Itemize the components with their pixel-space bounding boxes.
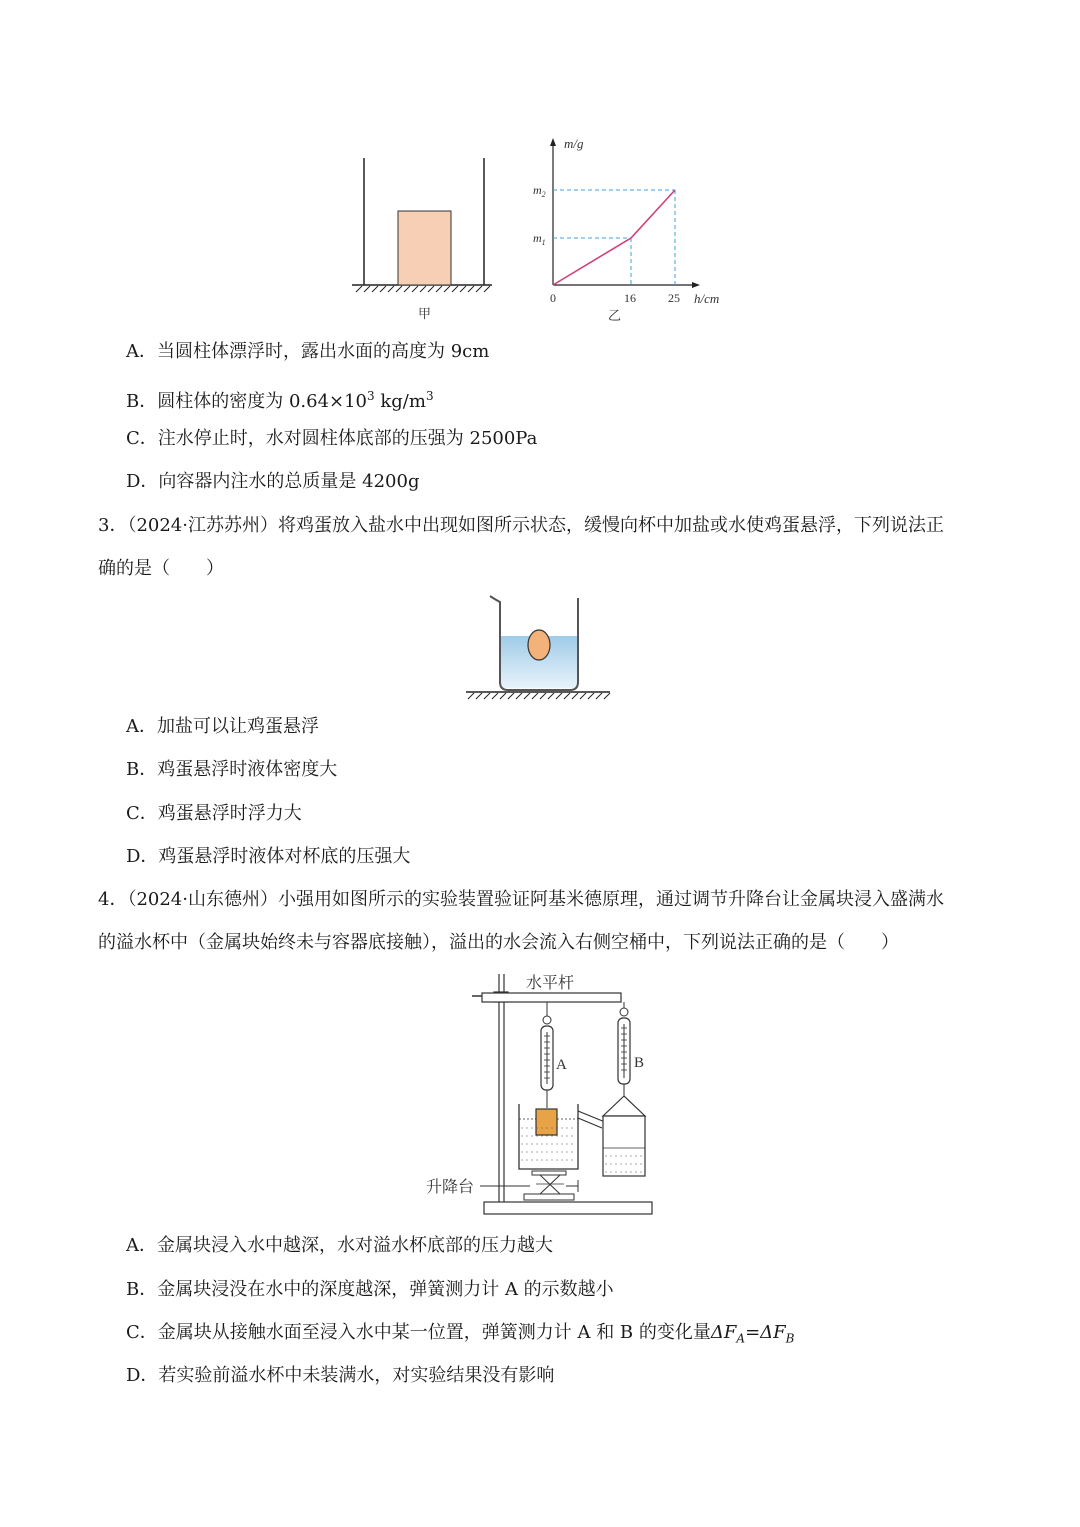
- q3-stem-line2: 确的是（ ）: [98, 558, 224, 579]
- m2-label: $m_2$: [533, 183, 546, 199]
- figure-beaker-egg: [460, 588, 620, 706]
- q3-option-b: B．鸡蛋悬浮时液体密度大: [126, 759, 338, 780]
- horizontal-bar-label: 水平杆: [525, 975, 575, 992]
- q2-option-b: B．圆柱体的密度为 $0.64\times 10^3$ $kg/m^3$: [126, 389, 434, 412]
- metal-block: [536, 1109, 557, 1135]
- q3-option-a: A．加盐可以让鸡蛋悬浮: [126, 716, 319, 737]
- x-axis-label: h/cm: [694, 291, 720, 306]
- q2-option-c: C．注水停止时，水对圆柱体底部的压强为 2500Pa: [126, 428, 538, 449]
- q4-option-c: C．金属块从接触水面至浸入水中某一位置，弹簧测力计 A 和 B 的变化量$\Delta F_A=\Delta F_B$: [126, 1322, 795, 1346]
- tick-25: 25: [668, 291, 680, 305]
- figure-archimedes-apparatus: [420, 968, 670, 1220]
- bucket: [603, 1116, 645, 1176]
- q4-option-a: A．金属块浸入水中越深，水对溢水杯底部的压力越大: [126, 1235, 553, 1256]
- cylinder-block: [398, 211, 451, 285]
- q3-option-c: C．鸡蛋悬浮时浮力大: [126, 803, 302, 824]
- q2-option-d: D．向容器内注水的总质量是 4200g: [126, 471, 420, 492]
- label-yi: 乙: [608, 308, 622, 323]
- graph-line: [553, 190, 675, 285]
- scale-a-label: A: [556, 1057, 567, 1073]
- bucket-lid: [603, 1096, 645, 1116]
- q4-stem-line2: 的溢水杯中（金属块始终未与容器底接触），溢出的水会流入右侧空桶中，下列说法正确的是（ ）: [98, 932, 899, 953]
- y-axis-label: m/g: [564, 136, 584, 151]
- m1-label: $m_1$: [533, 231, 546, 247]
- figure-container-graph: [340, 128, 740, 328]
- q4-option-d: D．若实验前溢水杯中未装满水，对实验结果没有影响: [126, 1365, 555, 1386]
- q3-option-d: D．鸡蛋悬浮时液体对杯底的压强大: [126, 846, 411, 867]
- lifting-stage: [524, 1194, 574, 1200]
- q4-option-b: B．金属块浸没在水中的深度越深，弹簧测力计 A 的示数越小: [126, 1279, 614, 1300]
- q4-stem-line1: 4．（2024·山东德州）小强用如图所示的实验装置验证阿基米德原理，通过调节升降台让金属块浸入盛满水: [98, 889, 944, 910]
- q2-option-a: A．当圆柱体漂浮时，露出水面的高度为 9cm: [126, 341, 490, 362]
- q3-stem-line1: 3．（2024·江苏苏州）将鸡蛋放入盐水中出现如图所示状态，缓慢向杯中加盐或水使鸡蛋悬浮，下列说法正: [98, 515, 944, 536]
- egg: [528, 630, 550, 660]
- tick-16: 16: [624, 291, 636, 305]
- origin-label: 0: [550, 291, 556, 305]
- lifting-stage-label: 升降台: [426, 1179, 475, 1196]
- horizontal-bar: [482, 993, 621, 1002]
- scale-b-label: B: [634, 1055, 645, 1071]
- label-jia: 甲: [418, 306, 432, 321]
